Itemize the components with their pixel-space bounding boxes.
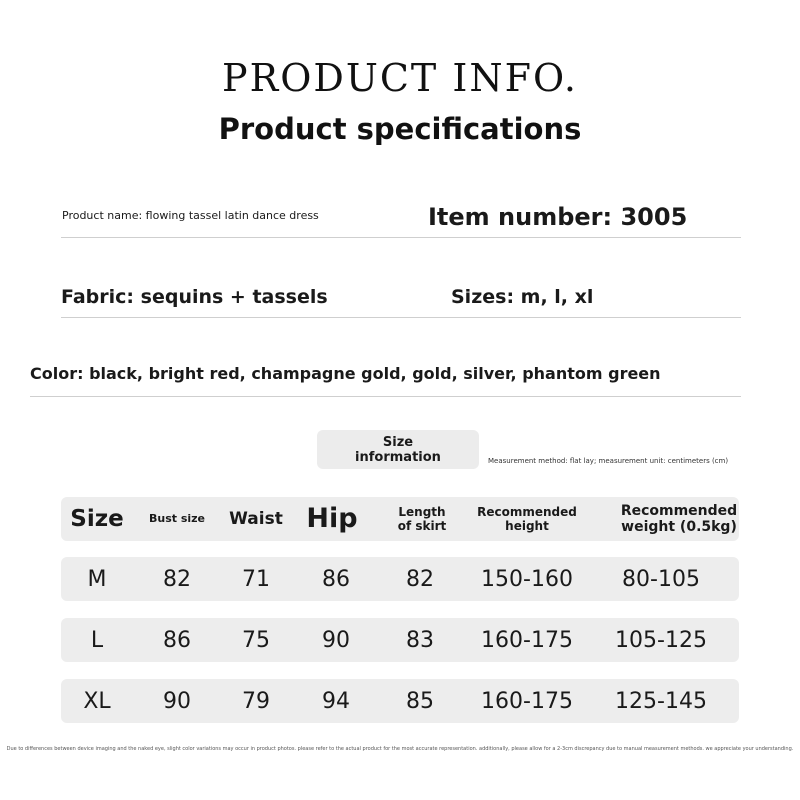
header-weight-line2: weight (0.5kg) xyxy=(621,519,737,535)
table-header-row xyxy=(61,497,739,541)
cell-hip: 90 xyxy=(322,627,350,653)
header-length-line2: of skirt xyxy=(397,519,447,533)
cell-length: 83 xyxy=(406,627,434,653)
footer-disclaimer: Due to differences between device imaging and the naked eye, slight color variations may occur in product photos. please refer to the actual product for the most accurate representation. additionally, please allow for a 2-3cm discrepancy due to manual measurement methods. we appreciate your understanding. xyxy=(6,746,794,752)
header-length-line1: Length xyxy=(398,505,446,519)
header-height-line2: height xyxy=(505,519,549,533)
cell-weight: 125-145 xyxy=(615,688,707,714)
cell-length: 85 xyxy=(406,688,434,714)
table-row xyxy=(61,679,739,723)
divider xyxy=(61,237,741,238)
table-row xyxy=(61,557,739,601)
cell-height: 160-175 xyxy=(481,688,573,714)
header-length xyxy=(385,497,459,541)
header-size: Size xyxy=(70,506,124,532)
cell-bust: 86 xyxy=(163,627,191,653)
size-label-line1: Size xyxy=(382,434,414,450)
cell-height: 160-175 xyxy=(481,627,573,653)
cell-waist: 71 xyxy=(242,566,270,592)
sizes-info: Sizes: m, l, xl xyxy=(451,286,594,308)
color-info: Color: black, bright red, champagne gold, gold, silver, phantom green xyxy=(30,364,661,383)
page-subtitle: Product specifications xyxy=(218,112,582,146)
size-label-line2: information xyxy=(355,449,441,465)
cell-bust: 90 xyxy=(163,688,191,714)
cell-waist: 79 xyxy=(242,688,270,714)
product-name: Product name: flowing tassel latin dance dress xyxy=(62,209,319,222)
divider xyxy=(61,317,741,318)
page-title: PRODUCT INFO. xyxy=(222,56,578,100)
cell-size: M xyxy=(87,566,107,592)
cell-waist: 75 xyxy=(242,627,270,653)
cell-height: 150-160 xyxy=(481,566,573,592)
cell-hip: 86 xyxy=(322,566,350,592)
header-bust: Bust size xyxy=(148,512,206,525)
header-weight-line1: Recommended xyxy=(620,503,738,519)
header-waist: Waist xyxy=(229,509,283,529)
cell-weight: 105-125 xyxy=(615,627,707,653)
cell-length: 82 xyxy=(406,566,434,592)
cell-bust: 82 xyxy=(163,566,191,592)
item-number: Item number: 3005 xyxy=(428,203,688,231)
cell-hip: 94 xyxy=(322,688,350,714)
size-information-label xyxy=(317,430,479,469)
header-hip: Hip xyxy=(306,503,358,534)
header-height xyxy=(473,497,581,541)
divider xyxy=(30,396,741,397)
header-height-line1: Recommended xyxy=(477,505,577,519)
table-row xyxy=(61,618,739,662)
cell-size: XL xyxy=(83,688,111,714)
fabric-info: Fabric: sequins + tassels xyxy=(61,286,328,308)
header-weight xyxy=(617,497,741,541)
cell-weight: 80-105 xyxy=(622,566,700,592)
measurement-note: Measurement method: flat lay; measurement unit: centimeters (cm) xyxy=(488,457,729,465)
cell-size: L xyxy=(90,627,104,653)
